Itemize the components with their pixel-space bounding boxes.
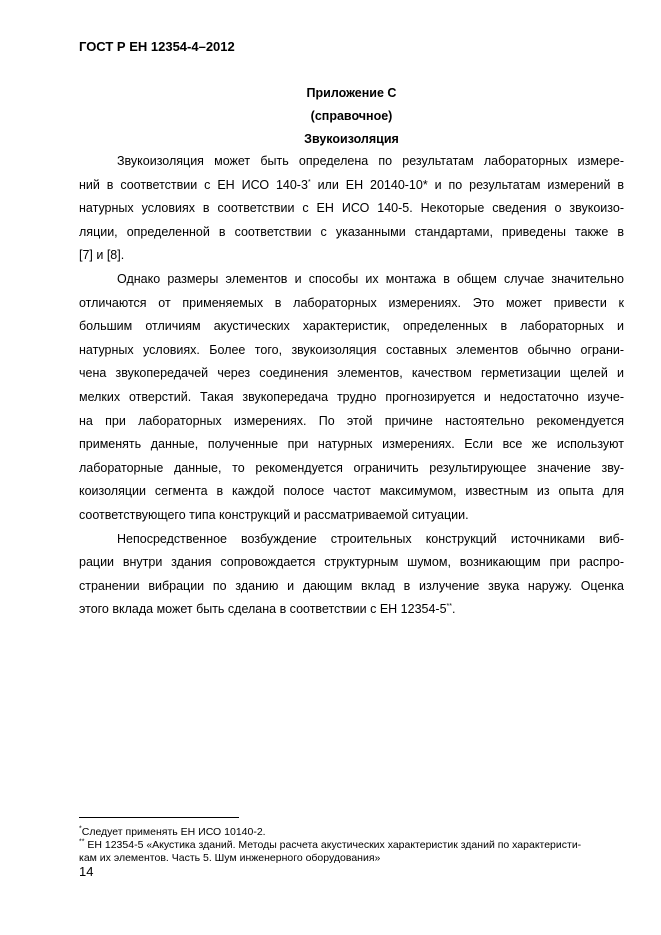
annex-title: Приложение С	[306, 86, 397, 100]
text-line: Звукоизоляция может быть определена по результатам лабораторных измере-	[117, 154, 624, 168]
footnote-divider	[79, 817, 239, 818]
text-line: лабораторные данные, то рекомендуется ограничить результирующее значение зву-	[79, 460, 624, 475]
text-line: этого вклада может быть сделана в соответствии с ЕН 12354-5**.	[79, 602, 456, 617]
text-line: отличаются от применяемых в лабораторных измерениях. Это может привести к	[79, 295, 624, 310]
text-line: Непосредственное возбуждение строительных конструкций источниками виб-	[117, 531, 624, 546]
footnote-1: *Следует применять ЕН ИСО 10140-2.	[79, 825, 266, 838]
annex-heading: Звукоизоляция	[304, 132, 399, 146]
text-line: странении вибрации по зданию и дающим вклад в излучение звука наружу. Оценка	[79, 578, 624, 593]
text-line: натурных условиях в соответствии с ЕН ИСО 140-5. Некоторые сведения о звукоизо-	[79, 201, 624, 216]
text-line: чена звукопередачей через соединения элементов, качеством герметизации щелей и	[79, 366, 624, 381]
document-header: ГОСТ Р ЕН 12354-4–2012	[79, 39, 235, 54]
text-line: мелких отверстий. Такая звукопередача трудно прогнозируется и недостаточно изуче-	[79, 389, 624, 404]
text-line: Однако размеры элементов и способы их монтажа в общем случае значительно	[117, 271, 624, 286]
text-line: применять данные, полученные при натурных измерениях. Если все же используют	[79, 437, 624, 452]
page-number: 14	[79, 864, 94, 879]
text-line: ний в соответствии с ЕН ИСО 140-3* или ЕН 20140-10* и по результатам измерений в	[79, 177, 625, 192]
body-text	[79, 150, 624, 622]
text-line: натурных условиях. Более того, звукоизоляция составных элементов обычно ограни-	[79, 342, 624, 357]
text-line: коизоляции сегмента в каждой полосе частот максимумом, известным из опыта для	[79, 484, 624, 499]
annex-type: (справочное)	[310, 109, 393, 123]
text-line: [7] и [8].	[79, 248, 125, 263]
text-line: на при лабораторных измерениях. По этой причине настоятельно рекомендуется	[79, 413, 624, 428]
footnote-2: ** ЕН 12354-5 «Акустика зданий. Методы расчета акустических характеристик зданий по характеристи- кам их элементов. Часть 5. Шум инженерного оборудования»	[79, 838, 582, 864]
text-line: ляции, определенной в соответствии с указанными стандартами, приведены также в	[79, 224, 624, 239]
text-line: соответствующего типа конструкций и рассматриваемой ситуации.	[79, 507, 469, 522]
text-line: рации внутри здания сопровождается структурным шумом, возникающим при распро-	[79, 555, 624, 570]
text-line: большим отличиям акустических характеристик, определенных в лабораторных и	[79, 319, 624, 334]
